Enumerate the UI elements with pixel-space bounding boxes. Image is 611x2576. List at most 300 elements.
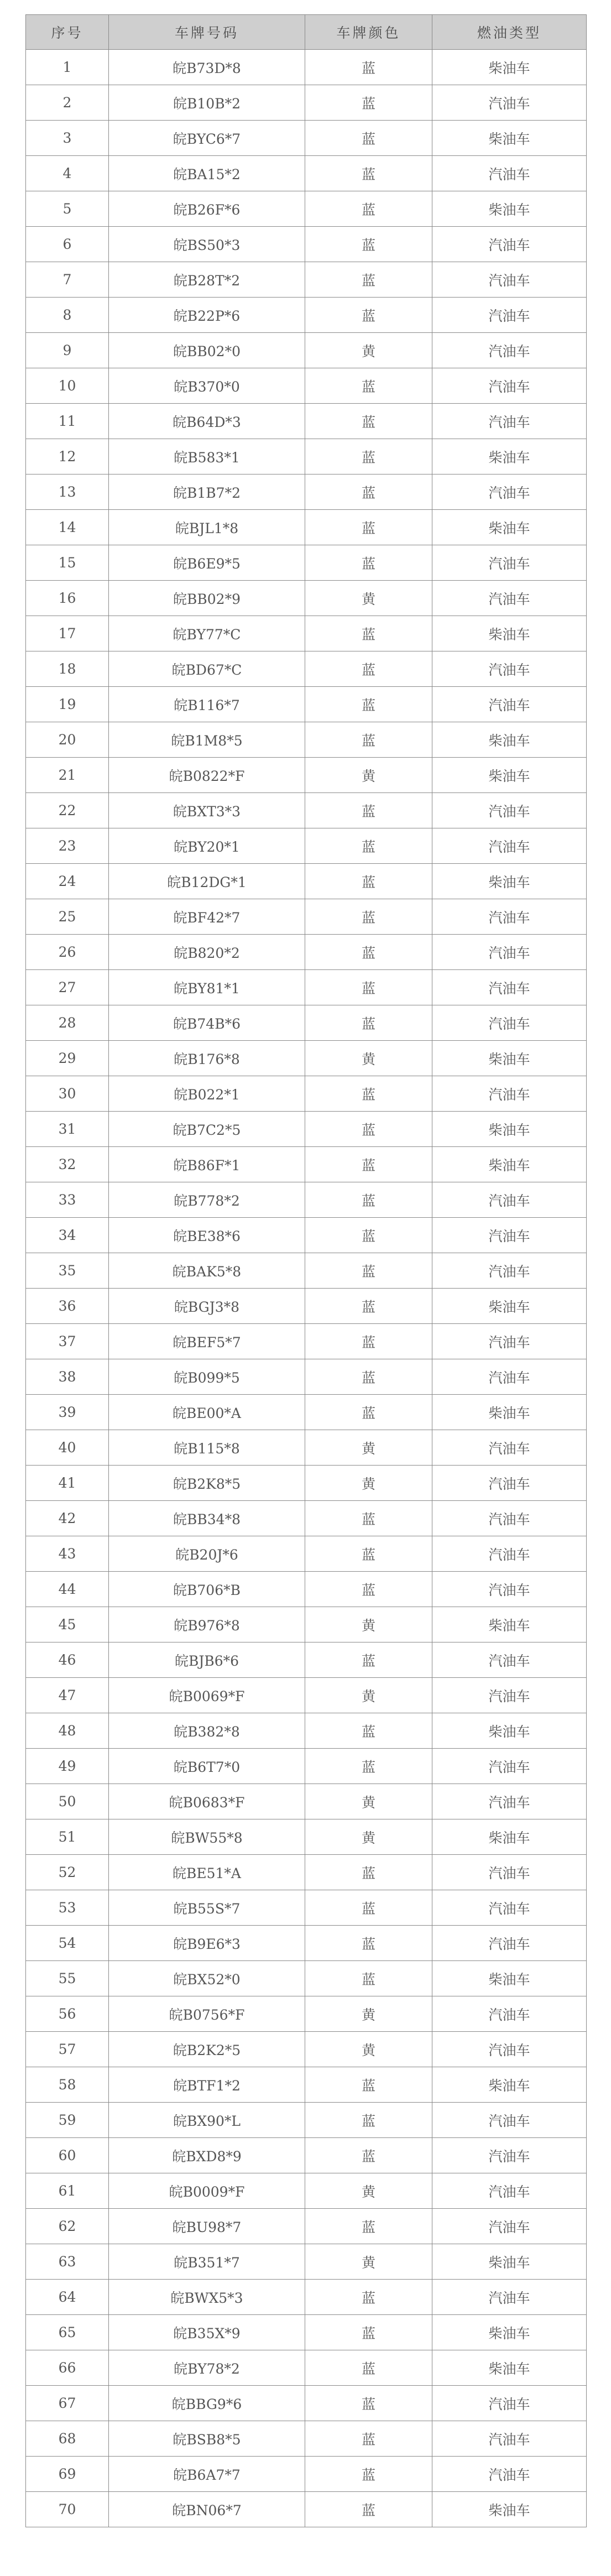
cell-index: 24 bbox=[26, 864, 109, 899]
cell-fuel-type: 汽油车 bbox=[432, 227, 587, 262]
cell-plate-color: 黄 bbox=[305, 1041, 432, 1076]
table-row bbox=[26, 227, 587, 262]
cell-plate-number: 皖BY77*C bbox=[109, 616, 305, 651]
cell-plate-number: 皖B55S*7 bbox=[109, 1890, 305, 1926]
cell-index: 6 bbox=[26, 227, 109, 262]
cell-plate-color: 蓝 bbox=[305, 793, 432, 828]
cell-fuel-type: 汽油车 bbox=[432, 85, 587, 121]
table-row bbox=[26, 1147, 587, 1182]
table-row bbox=[26, 970, 587, 1005]
table-row bbox=[26, 1218, 587, 1253]
cell-plate-number: 皖BGJ3*8 bbox=[109, 1289, 305, 1324]
cell-index: 18 bbox=[26, 651, 109, 687]
table-row bbox=[26, 1749, 587, 1784]
table-row bbox=[26, 545, 587, 581]
cell-fuel-type: 柴油车 bbox=[432, 722, 587, 758]
cell-index: 65 bbox=[26, 2315, 109, 2350]
cell-index: 1 bbox=[26, 50, 109, 85]
cell-fuel-type: 汽油车 bbox=[432, 2103, 587, 2138]
cell-plate-number: 皖BTF1*2 bbox=[109, 2067, 305, 2103]
cell-plate-color: 蓝 bbox=[305, 1324, 432, 1359]
cell-plate-color: 蓝 bbox=[305, 1926, 432, 1961]
cell-plate-color: 黄 bbox=[305, 1819, 432, 1855]
cell-index: 30 bbox=[26, 1076, 109, 1112]
cell-plate-color: 蓝 bbox=[305, 2315, 432, 2350]
table-row bbox=[26, 1572, 587, 1607]
table-row bbox=[26, 1890, 587, 1926]
table-row bbox=[26, 722, 587, 758]
cell-index: 53 bbox=[26, 1890, 109, 1926]
cell-fuel-type: 汽油车 bbox=[432, 1218, 587, 1253]
cell-plate-number: 皖B820*2 bbox=[109, 935, 305, 970]
cell-fuel-type: 汽油车 bbox=[432, 935, 587, 970]
cell-plate-color: 黄 bbox=[305, 1784, 432, 1819]
cell-plate-number: 皖B6T7*0 bbox=[109, 1749, 305, 1784]
cell-index: 16 bbox=[26, 581, 109, 616]
cell-fuel-type: 汽油车 bbox=[432, 1430, 587, 1466]
cell-fuel-type: 柴油车 bbox=[432, 2492, 587, 2527]
cell-fuel-type: 汽油车 bbox=[432, 828, 587, 864]
cell-index: 21 bbox=[26, 758, 109, 793]
cell-plate-number: 皖B115*8 bbox=[109, 1430, 305, 1466]
cell-plate-color: 蓝 bbox=[305, 1572, 432, 1607]
cell-fuel-type: 汽油车 bbox=[432, 1784, 587, 1819]
cell-plate-color: 蓝 bbox=[305, 1253, 432, 1289]
cell-plate-number: 皖B26F*6 bbox=[109, 191, 305, 227]
table-row bbox=[26, 85, 587, 121]
table-row bbox=[26, 1501, 587, 1536]
cell-plate-color: 黄 bbox=[305, 333, 432, 368]
table-row bbox=[26, 1607, 587, 1642]
cell-fuel-type: 柴油车 bbox=[432, 2067, 587, 2103]
cell-plate-color: 蓝 bbox=[305, 1005, 432, 1041]
cell-fuel-type: 汽油车 bbox=[432, 545, 587, 581]
cell-index: 47 bbox=[26, 1678, 109, 1713]
cell-fuel-type: 汽油车 bbox=[432, 2421, 587, 2457]
cell-index: 25 bbox=[26, 899, 109, 935]
cell-fuel-type: 汽油车 bbox=[432, 581, 587, 616]
cell-index: 28 bbox=[26, 1005, 109, 1041]
table-row bbox=[26, 2244, 587, 2280]
cell-plate-number: 皖BJB6*6 bbox=[109, 1642, 305, 1678]
cell-index: 51 bbox=[26, 1819, 109, 1855]
table-row bbox=[26, 2173, 587, 2209]
cell-plate-number: 皖B2K2*5 bbox=[109, 2032, 305, 2067]
cell-fuel-type: 柴油车 bbox=[432, 1713, 587, 1749]
table-row bbox=[26, 1005, 587, 1041]
cell-fuel-type: 汽油车 bbox=[432, 2386, 587, 2421]
cell-index: 38 bbox=[26, 1359, 109, 1395]
cell-index: 69 bbox=[26, 2457, 109, 2492]
table-row bbox=[26, 1961, 587, 1996]
cell-plate-color: 蓝 bbox=[305, 510, 432, 545]
table-row bbox=[26, 1678, 587, 1713]
cell-plate-color: 黄 bbox=[305, 581, 432, 616]
cell-index: 44 bbox=[26, 1572, 109, 1607]
cell-plate-color: 黄 bbox=[305, 2173, 432, 2209]
cell-plate-number: 皖B022*1 bbox=[109, 1076, 305, 1112]
cell-plate-color: 蓝 bbox=[305, 2067, 432, 2103]
cell-index: 60 bbox=[26, 2138, 109, 2173]
cell-index: 17 bbox=[26, 616, 109, 651]
cell-plate-number: 皖BB02*0 bbox=[109, 333, 305, 368]
header-fuel-type: 燃油类型 bbox=[432, 15, 587, 50]
cell-index: 50 bbox=[26, 1784, 109, 1819]
table-row bbox=[26, 1359, 587, 1395]
cell-fuel-type: 汽油车 bbox=[432, 1749, 587, 1784]
table-row bbox=[26, 1253, 587, 1289]
table-row bbox=[26, 510, 587, 545]
cell-plate-number: 皖BB34*8 bbox=[109, 1501, 305, 1536]
cell-fuel-type: 汽油车 bbox=[432, 1359, 587, 1395]
table-row bbox=[26, 1536, 587, 1572]
cell-fuel-type: 汽油车 bbox=[432, 262, 587, 298]
cell-index: 19 bbox=[26, 687, 109, 722]
cell-plate-color: 蓝 bbox=[305, 368, 432, 404]
cell-index: 3 bbox=[26, 121, 109, 156]
table-row bbox=[26, 828, 587, 864]
cell-index: 35 bbox=[26, 1253, 109, 1289]
cell-index: 59 bbox=[26, 2103, 109, 2138]
cell-fuel-type: 汽油车 bbox=[432, 1076, 587, 1112]
table-row bbox=[26, 2067, 587, 2103]
cell-fuel-type: 柴油车 bbox=[432, 1112, 587, 1147]
cell-plate-number: 皖B86F*1 bbox=[109, 1147, 305, 1182]
cell-plate-number: 皖BXT3*3 bbox=[109, 793, 305, 828]
cell-fuel-type: 柴油车 bbox=[432, 616, 587, 651]
table-row bbox=[26, 2138, 587, 2173]
cell-fuel-type: 汽油车 bbox=[432, 1324, 587, 1359]
cell-plate-color: 蓝 bbox=[305, 2457, 432, 2492]
cell-fuel-type: 汽油车 bbox=[432, 899, 587, 935]
cell-fuel-type: 汽油车 bbox=[432, 651, 587, 687]
cell-plate-number: 皖BD67*C bbox=[109, 651, 305, 687]
cell-plate-color: 蓝 bbox=[305, 2209, 432, 2244]
cell-index: 58 bbox=[26, 2067, 109, 2103]
cell-index: 66 bbox=[26, 2350, 109, 2386]
cell-plate-color: 蓝 bbox=[305, 85, 432, 121]
cell-fuel-type: 汽油车 bbox=[432, 1855, 587, 1890]
cell-fuel-type: 柴油车 bbox=[432, 1961, 587, 1996]
cell-fuel-type: 汽油车 bbox=[432, 1501, 587, 1536]
cell-index: 56 bbox=[26, 1996, 109, 2032]
cell-plate-number: 皖B1B7*2 bbox=[109, 474, 305, 510]
table-row bbox=[26, 404, 587, 439]
table-row bbox=[26, 864, 587, 899]
cell-plate-color: 蓝 bbox=[305, 1501, 432, 1536]
cell-index: 29 bbox=[26, 1041, 109, 1076]
cell-plate-color: 黄 bbox=[305, 2032, 432, 2067]
table-row bbox=[26, 121, 587, 156]
cell-plate-color: 蓝 bbox=[305, 2492, 432, 2527]
cell-plate-number: 皖B12DG*1 bbox=[109, 864, 305, 899]
cell-index: 13 bbox=[26, 474, 109, 510]
cell-plate-color: 蓝 bbox=[305, 864, 432, 899]
cell-plate-number: 皖B099*5 bbox=[109, 1359, 305, 1395]
cell-fuel-type: 柴油车 bbox=[432, 2244, 587, 2280]
cell-index: 9 bbox=[26, 333, 109, 368]
cell-index: 45 bbox=[26, 1607, 109, 1642]
cell-plate-number: 皖BY81*1 bbox=[109, 970, 305, 1005]
cell-fuel-type: 汽油车 bbox=[432, 1642, 587, 1678]
cell-fuel-type: 汽油车 bbox=[432, 1890, 587, 1926]
cell-index: 57 bbox=[26, 2032, 109, 2067]
table-body bbox=[26, 50, 587, 2527]
table-row bbox=[26, 581, 587, 616]
table-row bbox=[26, 1642, 587, 1678]
table-row bbox=[26, 1926, 587, 1961]
cell-plate-color: 蓝 bbox=[305, 1359, 432, 1395]
table-row bbox=[26, 2280, 587, 2315]
cell-index: 54 bbox=[26, 1926, 109, 1961]
cell-plate-number: 皖BSB8*5 bbox=[109, 2421, 305, 2457]
cell-fuel-type: 汽油车 bbox=[432, 970, 587, 1005]
cell-fuel-type: 汽油车 bbox=[432, 1996, 587, 2032]
cell-plate-number: 皖B778*2 bbox=[109, 1182, 305, 1218]
cell-plate-number: 皖BS50*3 bbox=[109, 227, 305, 262]
table-row bbox=[26, 2032, 587, 2067]
cell-plate-color: 黄 bbox=[305, 1430, 432, 1466]
cell-index: 41 bbox=[26, 1466, 109, 1501]
table-row bbox=[26, 2386, 587, 2421]
cell-plate-number: 皖BYC6*7 bbox=[109, 121, 305, 156]
cell-index: 14 bbox=[26, 510, 109, 545]
cell-plate-number: 皖B0756*F bbox=[109, 1996, 305, 2032]
cell-index: 8 bbox=[26, 298, 109, 333]
cell-plate-number: 皖B74B*6 bbox=[109, 1005, 305, 1041]
table-row bbox=[26, 333, 587, 368]
cell-fuel-type: 汽油车 bbox=[432, 2280, 587, 2315]
cell-plate-number: 皖BBG9*6 bbox=[109, 2386, 305, 2421]
cell-index: 55 bbox=[26, 1961, 109, 1996]
table-row bbox=[26, 1182, 587, 1218]
cell-plate-number: 皖BXD8*9 bbox=[109, 2138, 305, 2173]
cell-plate-number: 皖BN06*7 bbox=[109, 2492, 305, 2527]
cell-plate-color: 蓝 bbox=[305, 2138, 432, 2173]
cell-index: 52 bbox=[26, 1855, 109, 1890]
cell-plate-number: 皖B176*8 bbox=[109, 1041, 305, 1076]
cell-plate-color: 蓝 bbox=[305, 227, 432, 262]
cell-index: 68 bbox=[26, 2421, 109, 2457]
cell-plate-color: 蓝 bbox=[305, 651, 432, 687]
table-row bbox=[26, 262, 587, 298]
table-row bbox=[26, 2209, 587, 2244]
cell-fuel-type: 柴油车 bbox=[432, 1607, 587, 1642]
cell-fuel-type: 汽油车 bbox=[432, 2457, 587, 2492]
cell-plate-number: 皖BA15*2 bbox=[109, 156, 305, 191]
cell-fuel-type: 汽油车 bbox=[432, 793, 587, 828]
cell-plate-color: 蓝 bbox=[305, 404, 432, 439]
cell-plate-number: 皖B370*0 bbox=[109, 368, 305, 404]
cell-plate-number: 皖BU98*7 bbox=[109, 2209, 305, 2244]
cell-plate-color: 黄 bbox=[305, 1678, 432, 1713]
cell-plate-number: 皖B28T*2 bbox=[109, 262, 305, 298]
cell-fuel-type: 柴油车 bbox=[432, 2350, 587, 2386]
cell-plate-color: 黄 bbox=[305, 758, 432, 793]
table-row bbox=[26, 439, 587, 474]
cell-fuel-type: 柴油车 bbox=[432, 439, 587, 474]
table-header-row bbox=[26, 15, 587, 50]
cell-plate-number: 皖B0822*F bbox=[109, 758, 305, 793]
cell-fuel-type: 柴油车 bbox=[432, 121, 587, 156]
cell-index: 39 bbox=[26, 1395, 109, 1430]
cell-index: 61 bbox=[26, 2173, 109, 2209]
table-row bbox=[26, 1430, 587, 1466]
table-row bbox=[26, 2421, 587, 2457]
cell-plate-number: 皖BX52*0 bbox=[109, 1961, 305, 1996]
cell-fuel-type: 汽油车 bbox=[432, 1253, 587, 1289]
table-row bbox=[26, 1855, 587, 1890]
cell-plate-number: 皖BW55*8 bbox=[109, 1819, 305, 1855]
cell-plate-number: 皖B351*7 bbox=[109, 2244, 305, 2280]
cell-index: 15 bbox=[26, 545, 109, 581]
cell-index: 67 bbox=[26, 2386, 109, 2421]
cell-index: 20 bbox=[26, 722, 109, 758]
cell-plate-color: 蓝 bbox=[305, 262, 432, 298]
header-plate-color: 车牌颜色 bbox=[305, 15, 432, 50]
cell-plate-color: 蓝 bbox=[305, 1147, 432, 1182]
cell-plate-number: 皖BE38*6 bbox=[109, 1218, 305, 1253]
cell-fuel-type: 柴油车 bbox=[432, 191, 587, 227]
cell-plate-color: 黄 bbox=[305, 1466, 432, 1501]
cell-plate-color: 蓝 bbox=[305, 2350, 432, 2386]
cell-plate-number: 皖BWX5*3 bbox=[109, 2280, 305, 2315]
cell-fuel-type: 汽油车 bbox=[432, 404, 587, 439]
cell-plate-number: 皖BY78*2 bbox=[109, 2350, 305, 2386]
cell-fuel-type: 汽油车 bbox=[432, 2032, 587, 2067]
cell-fuel-type: 汽油车 bbox=[432, 333, 587, 368]
table-row bbox=[26, 1996, 587, 2032]
cell-plate-number: 皖B64D*3 bbox=[109, 404, 305, 439]
cell-plate-color: 蓝 bbox=[305, 1112, 432, 1147]
table-row bbox=[26, 2492, 587, 2527]
cell-index: 49 bbox=[26, 1749, 109, 1784]
cell-index: 33 bbox=[26, 1182, 109, 1218]
cell-plate-number: 皖B6A7*7 bbox=[109, 2457, 305, 2492]
cell-plate-color: 黄 bbox=[305, 1607, 432, 1642]
cell-index: 48 bbox=[26, 1713, 109, 1749]
cell-fuel-type: 柴油车 bbox=[432, 2315, 587, 2350]
cell-fuel-type: 汽油车 bbox=[432, 1005, 587, 1041]
cell-plate-color: 蓝 bbox=[305, 1961, 432, 1996]
cell-plate-color: 蓝 bbox=[305, 121, 432, 156]
cell-fuel-type: 汽油车 bbox=[432, 1536, 587, 1572]
table-row bbox=[26, 651, 587, 687]
table-row bbox=[26, 793, 587, 828]
cell-plate-number: 皖BF42*7 bbox=[109, 899, 305, 935]
cell-index: 62 bbox=[26, 2209, 109, 2244]
cell-plate-color: 蓝 bbox=[305, 1218, 432, 1253]
cell-plate-color: 蓝 bbox=[305, 1395, 432, 1430]
cell-plate-color: 蓝 bbox=[305, 2280, 432, 2315]
table-row bbox=[26, 1713, 587, 1749]
table-row bbox=[26, 368, 587, 404]
cell-plate-number: 皖B382*8 bbox=[109, 1713, 305, 1749]
cell-plate-number: 皖B7C2*5 bbox=[109, 1112, 305, 1147]
cell-plate-color: 蓝 bbox=[305, 1289, 432, 1324]
cell-plate-color: 蓝 bbox=[305, 545, 432, 581]
header-plate-number: 车牌号码 bbox=[109, 15, 305, 50]
cell-plate-number: 皖BY20*1 bbox=[109, 828, 305, 864]
cell-index: 26 bbox=[26, 935, 109, 970]
table-row bbox=[26, 474, 587, 510]
cell-plate-color: 蓝 bbox=[305, 50, 432, 85]
cell-fuel-type: 汽油车 bbox=[432, 1182, 587, 1218]
cell-index: 22 bbox=[26, 793, 109, 828]
cell-fuel-type: 柴油车 bbox=[432, 758, 587, 793]
table-row bbox=[26, 616, 587, 651]
cell-index: 11 bbox=[26, 404, 109, 439]
cell-index: 23 bbox=[26, 828, 109, 864]
table-row bbox=[26, 2103, 587, 2138]
cell-plate-color: 蓝 bbox=[305, 970, 432, 1005]
cell-plate-number: 皖B20J*6 bbox=[109, 1536, 305, 1572]
cell-plate-number: 皖BE00*A bbox=[109, 1395, 305, 1430]
cell-plate-number: 皖B116*7 bbox=[109, 687, 305, 722]
table-row bbox=[26, 298, 587, 333]
cell-plate-number: 皖BX90*L bbox=[109, 2103, 305, 2138]
cell-fuel-type: 柴油车 bbox=[432, 1819, 587, 1855]
cell-plate-number: 皖B9E6*3 bbox=[109, 1926, 305, 1961]
cell-plate-number: 皖B22P*6 bbox=[109, 298, 305, 333]
cell-index: 2 bbox=[26, 85, 109, 121]
table-row bbox=[26, 156, 587, 191]
cell-plate-number: 皖B976*8 bbox=[109, 1607, 305, 1642]
cell-plate-color: 蓝 bbox=[305, 1076, 432, 1112]
table-row bbox=[26, 1395, 587, 1430]
cell-plate-number: 皖BEF5*7 bbox=[109, 1324, 305, 1359]
cell-fuel-type: 汽油车 bbox=[432, 1926, 587, 1961]
cell-plate-number: 皖B35X*9 bbox=[109, 2315, 305, 2350]
cell-fuel-type: 汽油车 bbox=[432, 687, 587, 722]
cell-fuel-type: 柴油车 bbox=[432, 50, 587, 85]
table-row bbox=[26, 2315, 587, 2350]
header-index: 序号 bbox=[26, 15, 109, 50]
cell-fuel-type: 柴油车 bbox=[432, 1147, 587, 1182]
cell-index: 64 bbox=[26, 2280, 109, 2315]
cell-plate-color: 蓝 bbox=[305, 722, 432, 758]
cell-plate-color: 黄 bbox=[305, 1996, 432, 2032]
cell-index: 46 bbox=[26, 1642, 109, 1678]
cell-plate-color: 蓝 bbox=[305, 1855, 432, 1890]
cell-fuel-type: 柴油车 bbox=[432, 1395, 587, 1430]
cell-index: 4 bbox=[26, 156, 109, 191]
cell-plate-color: 蓝 bbox=[305, 1749, 432, 1784]
cell-index: 36 bbox=[26, 1289, 109, 1324]
cell-plate-color: 蓝 bbox=[305, 1713, 432, 1749]
cell-plate-number: 皖B0683*F bbox=[109, 1784, 305, 1819]
cell-index: 43 bbox=[26, 1536, 109, 1572]
cell-index: 10 bbox=[26, 368, 109, 404]
cell-fuel-type: 汽油车 bbox=[432, 156, 587, 191]
table-row bbox=[26, 2350, 587, 2386]
cell-plate-number: 皖BAK5*8 bbox=[109, 1253, 305, 1289]
table-row bbox=[26, 2457, 587, 2492]
table-row bbox=[26, 1041, 587, 1076]
cell-plate-color: 蓝 bbox=[305, 1642, 432, 1678]
cell-fuel-type: 汽油车 bbox=[432, 1466, 587, 1501]
cell-plate-number: 皖B583*1 bbox=[109, 439, 305, 474]
cell-plate-number: 皖B706*B bbox=[109, 1572, 305, 1607]
cell-plate-color: 黄 bbox=[305, 2244, 432, 2280]
cell-plate-color: 蓝 bbox=[305, 2421, 432, 2457]
cell-plate-color: 蓝 bbox=[305, 474, 432, 510]
cell-index: 12 bbox=[26, 439, 109, 474]
cell-plate-number: 皖B1M8*5 bbox=[109, 722, 305, 758]
cell-fuel-type: 汽油车 bbox=[432, 474, 587, 510]
cell-plate-number: 皖B6E9*5 bbox=[109, 545, 305, 581]
cell-fuel-type: 柴油车 bbox=[432, 1041, 587, 1076]
